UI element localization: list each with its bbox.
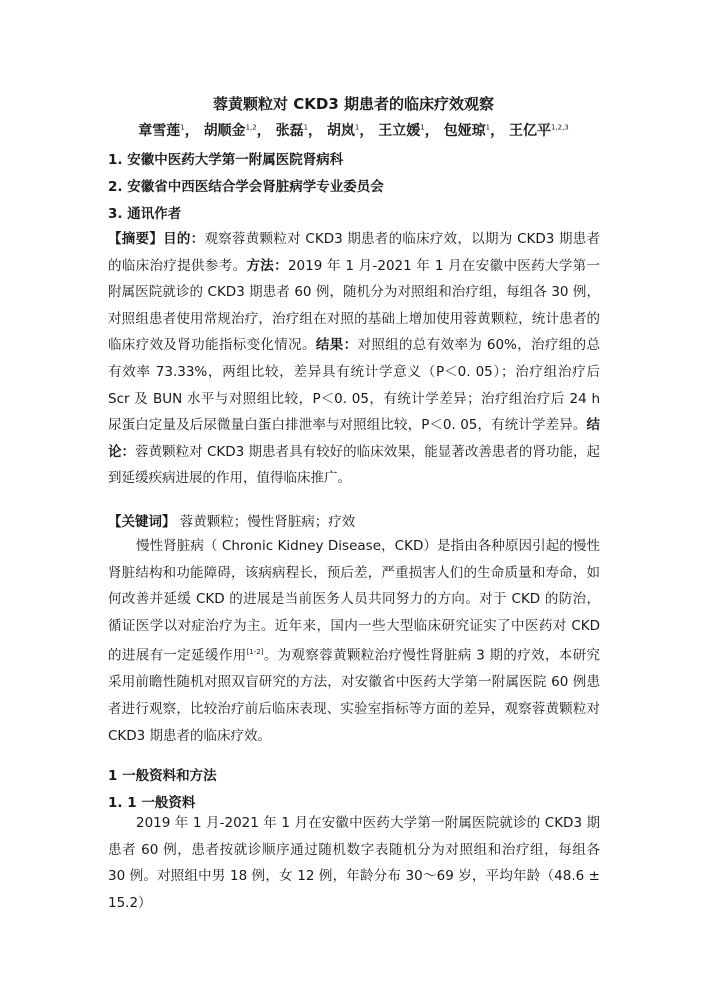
author-separator: ， [256,123,271,139]
author-name: 包娅琼 [443,123,486,139]
author-affil-marker: 1 [354,123,360,132]
author-affil-marker: 1,2,3 [550,123,569,132]
author-name: 王亿平 [508,123,551,139]
subsection-heading: 1. 1 一般资料 [108,795,196,811]
author-affil-marker: 1 [180,123,185,132]
abstract [108,226,600,492]
author-separator: ， [308,123,323,139]
result-text: 对照组的总有效率为 60%，治疗组的总有效率 73.33%，两组比较，差异具有统计学意义（P＜0. 05）；治疗组治疗后 Scr 及 BUN 水平与对照组比较，P＜0. 05，有统计学差异；治疗组治疗后 24 h 尿蛋白定量及后尿微量白蛋白排泄率与对照组比较，P＜0. 05，有统计学差异。 [108,337,601,434]
author-affil-marker: 1 [485,123,491,132]
intro-text-cont: 。为观察蓉黄颗粒治疗慢性肾脏病 3 期的疗效，本研究采用前瞻性随机对照双盲研究的方法，对安徽省中医药大学第一附属医院 60 例患者进行观察，比较治疗前后临床表现、实验室指标等方面的差异，观察蓉黄颗粒对 CKD3 期患者的临床疗效。 [108,647,601,744]
section-heading: 1 一般资料和方法 [108,768,217,784]
author-separator: ， [424,123,439,139]
keywords-text: 蓉黄颗粒；慢性肾脏病；疗效 [175,514,356,530]
author-name: 章雪莲 [138,123,181,139]
paper-title: 蓉黄颗粒对 CKD3 期患者的临床疗效观察 [213,95,494,113]
author-separator: ， [184,123,199,139]
conclusion-label: 结论： [108,417,600,460]
affiliation-2: 2. 安徽省中西医结合学会肾脏病学专业委员会 [108,179,384,195]
author-line [0,120,707,140]
author-affil-marker: 1 [420,123,425,132]
author-name: 胡岚 [326,123,355,139]
general-info-paragraph: 2019 年 1 月-2021 年 1 月在安徽中医药大学第一附属医院就诊的 CKD3 期患者 60 例，患者按就诊顺序通过随机数字表随机分为对照组和治疗组，每组各 30 例。对照组中男 18 例，女 12 例，年龄分布 30～69 岁，平均年龄（48.6 ± 15.2） [108,815,600,911]
author-separator: ， [490,123,505,139]
keywords-label: 【关键词】 [108,514,176,530]
method-text: 2019 年 1 月-2021 年 1 月在安徽中医药大学第一附属医院就诊的 CKD3 期患者 60 例，随机分为对照组和治疗组，每组各 30 例，对照组患者使用常规治疗，治疗组在对照的基础上增加使用蓉黄颗粒，统计患者的临床疗效及肾功能指标变化情况。 [108,257,601,354]
affiliation-1: 1. 安徽中医药大学第一附属医院肾病科 [108,152,344,168]
intro-paragraph [108,533,600,749]
aim-text: 观察蓉黄颗粒对 CKD3 期患者的临床疗效，以期为 CKD3 期患者的临床治疗提供参考。 [108,231,601,274]
abstract-label: 【摘要】 [108,231,164,247]
result-label: 结果： [315,337,358,354]
citation: [1-2] [246,648,264,657]
author-name: 张磊 [275,123,304,139]
keywords [108,510,355,530]
aim-label: 目的： [163,231,205,247]
author-separator: ， [359,123,374,139]
author-affil-marker: 1,2 [245,123,257,132]
intro-text: 慢性肾脏病（ Chronic Kidney Disease，CKD）是指由各种原因引起的慢性肾脏结构和功能障碍，该病病程长，预后差，严重损害人们的生命质量和寿命，如何改善并延缓 CKD 的进展是当前医务人员共同努力的方向。对于 CKD 的防治，循证医学以对症治疗为主。近年来，国内一些大型临床研究证实了中医药对 CKD 的进展有一定延缓作用 [108,538,600,664]
author-name: 胡顺金 [203,123,246,139]
method-label: 方法： [246,257,288,274]
conclusion-text: 蓉黄颗粒对 CKD3 期患者具有较好的临床效果，能显著改善患者的肾功能，起到延缓疾病进展的作用，值得临床推广。 [108,443,600,487]
affiliation-3: 3. 通讯作者 [108,206,182,222]
author-name: 王立媛 [378,123,421,139]
author-affil-marker: 1 [303,123,309,132]
